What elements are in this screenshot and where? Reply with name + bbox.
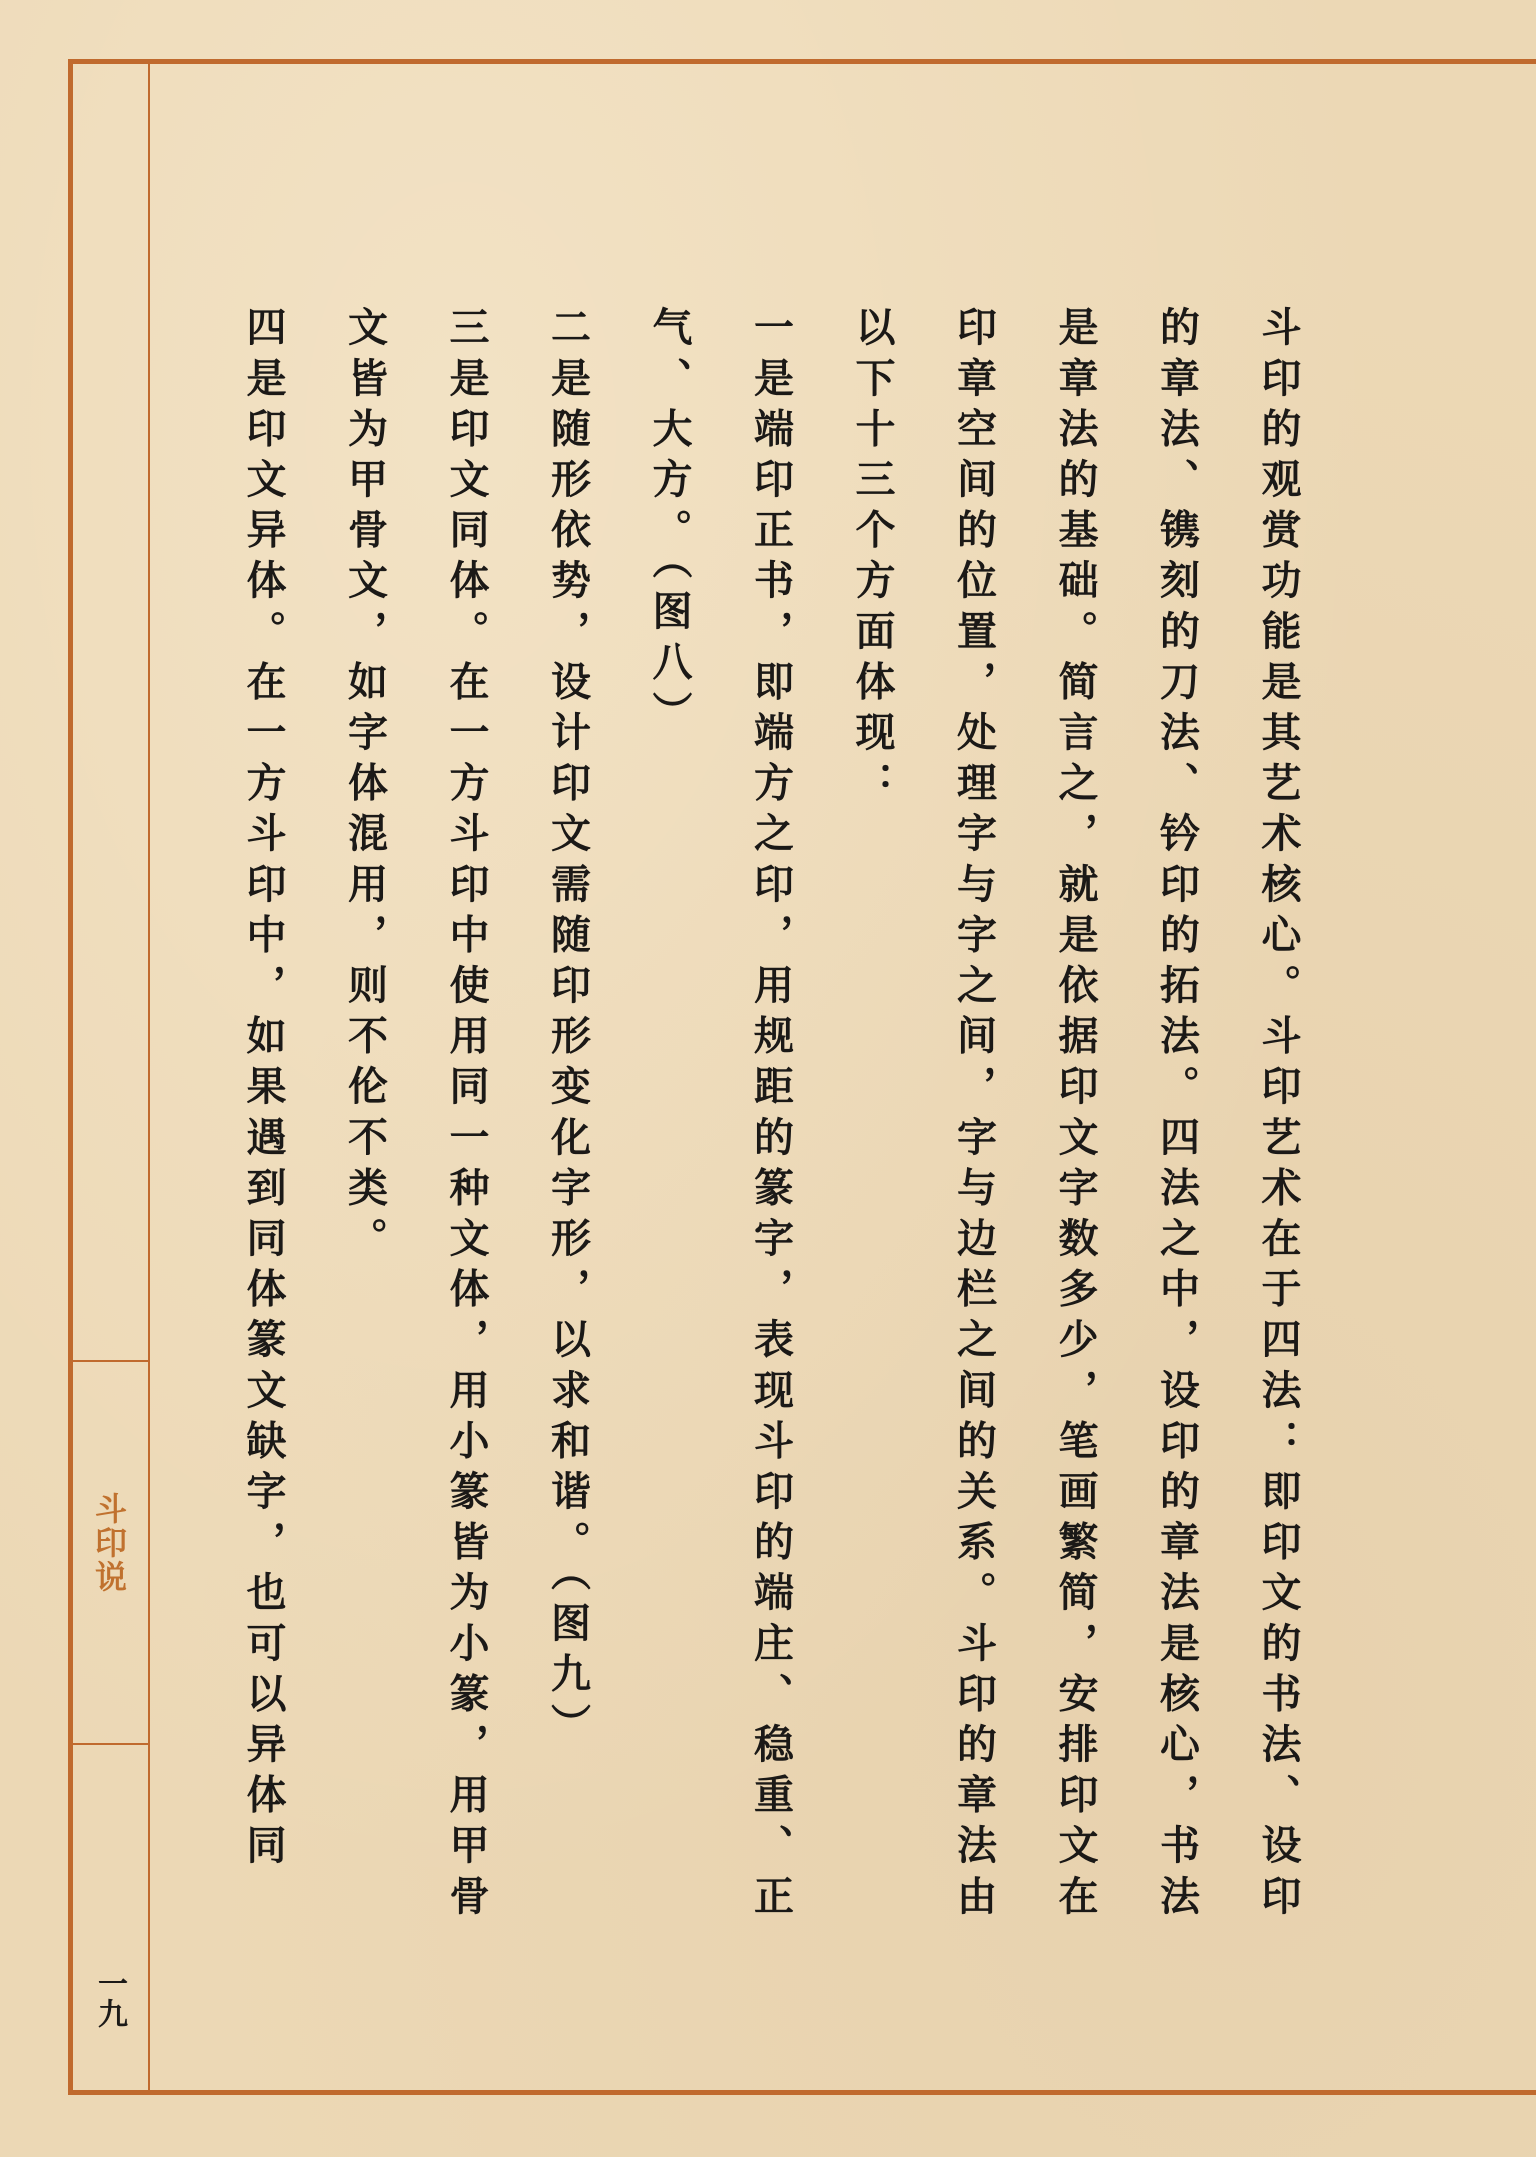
paragraph-5: 四是印文异体。在一方斗印中，如果遇到同体篆文缺字，也可以异体同 (240, 306, 286, 1875)
paragraph-4: 三是印文同体。在一方斗印中使用同一种文体，用小篆皆为小篆，用甲骨文皆为甲骨文，如字体混用，则不伦不类。 (341, 306, 489, 1926)
frame-bottom-border (68, 2090, 1536, 2095)
frame-top-border (68, 59, 1536, 64)
paragraph-1: 斗印的观赏功能是其艺术核心。斗印艺术在于四法：即印文的书法、设印的章法、镌刻的刀法、钤印的拓法。四法之中，设印的章法是核心，书法是章法的基础。简言之，就是依据印文字数多少，笔画繁简，安排印文在印章空间的位置，处理字与字之间，字与边栏之间的关系。斗印的章法由以下十三个方面体现： (849, 306, 1301, 1926)
book-title: 斗印说 (90, 1492, 128, 1594)
frame-left-border (68, 59, 73, 2095)
paragraph-3: 二是随形依势，设计印文需随印形变化字形，以求和谐。（图九） (544, 306, 591, 1754)
body-text (228, 205, 1328, 1975)
margin-divider (148, 59, 150, 2095)
page-number: 一九 (92, 1968, 127, 2028)
margin-separator-upper (70, 1360, 150, 1362)
margin-separator-lower (70, 1743, 150, 1745)
paragraph-2: 一是端印正书，即端方之印，用规距的篆字，表现斗印的端庄、稳重、正气、大方。（图八） (646, 306, 794, 1926)
